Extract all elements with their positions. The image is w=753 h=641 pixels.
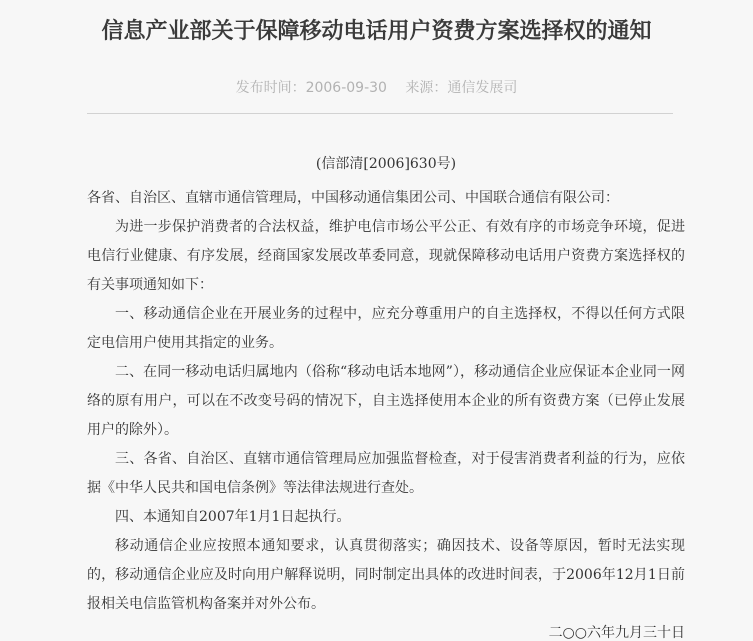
- salutation: 各省、自治区、直辖市通信管理局，中国移动通信集团公司、中国联合通信有限公司：: [87, 190, 619, 206]
- paragraph-intro: 为进一步保护消费者的合法权益，维护电信市场公平公正、有效有序的市场竞争环境，促进电信行业健康、有序发展，经商国家发展改革委同意，现就保障移动电话用户资费方案选择权的有关事项通知如下：: [87, 219, 685, 293]
- page-title: 信息产业部关于保障移动电话用户资费方案选择权的通知: [101, 19, 652, 44]
- publish-meta: [0, 81, 753, 96]
- header-divider: [87, 113, 673, 114]
- notice-body: [87, 150, 685, 641]
- paragraph-closing: 移动通信企业应按照本通知要求，认真贯彻落实；确因技术、设备等原因，暂时无法实现的，移动通信企业应及时向用户解释说明，同时制定出具体的改进时间表，于2006年12月1日前报相关电信监管机构备案并对外公布。: [87, 538, 685, 612]
- signature-date: 二○○六年九月三十日: [548, 625, 685, 641]
- source-value: 通信发展司: [447, 80, 518, 96]
- paragraph-item-2: 二、在同一移动电话归属地内（俗称“移动电话本地网”），移动通信企业应保证本企业同一网络的原有用户，可以在不改变号码的情况下，自主选择使用本企业的所有资费方案（已停止发展用户的除外）。: [87, 364, 685, 438]
- paragraph-item-1: 一、移动通信企业在开展业务的过程中，应充分尊重用户的自主选择权，不得以任何方式限定电信用户使用其指定的业务。: [87, 306, 685, 351]
- publish-time-value: 2006-09-30: [305, 80, 387, 96]
- doc-number: (信部清[2006]630号): [315, 156, 457, 172]
- paragraph-item-4: 四、本通知自2007年1月1日起执行。: [115, 509, 351, 525]
- source-label: 来源：: [405, 80, 448, 96]
- publish-time-label: 发布时间：: [235, 80, 306, 96]
- paragraph-item-3: 三、各省、自治区、直辖市通信管理局应加强监督检查，对于侵害消费者利益的行为，应依据《中华人民共和国电信条例》等法律法规进行查处。: [87, 451, 685, 496]
